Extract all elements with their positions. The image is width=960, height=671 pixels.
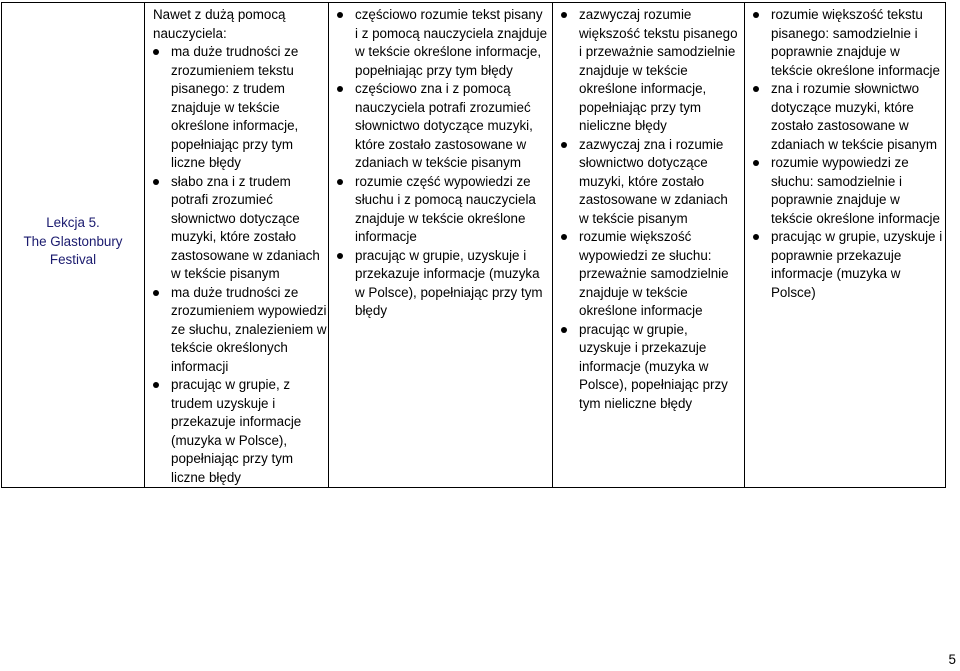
list-item: pracując w grupie, uzyskuje i przekazuje informacje (muzyka w Polsce), popełniając przy tym błędy bbox=[355, 247, 548, 321]
lesson-cell bbox=[2, 3, 145, 488]
bullet-icon bbox=[153, 290, 159, 296]
bullet-icon bbox=[753, 86, 759, 92]
list-item: pracując w grupie, uzyskuje i poprawnie przekazuje informacje (muzyka w Polsce) bbox=[771, 228, 943, 302]
criteria-list bbox=[145, 43, 328, 487]
bullet-icon bbox=[337, 86, 343, 92]
lesson-title bbox=[2, 214, 144, 270]
criteria-list bbox=[745, 3, 945, 302]
bullet-icon bbox=[561, 142, 567, 148]
list-item: rozumie większość wypowiedzi ze słuchu: przeważnie samodzielnie znajduje w tekście określone informacje bbox=[579, 228, 740, 321]
bullet-icon bbox=[753, 234, 759, 240]
bullet-icon bbox=[153, 49, 159, 55]
list-item: częściowo rozumie tekst pisany i z pomocą nauczyciela znajduje w tekście określone informacje, popełniając przy tym błędy bbox=[355, 6, 548, 80]
bullet-icon bbox=[153, 382, 159, 388]
list-item: słabo zna i z trudem potrafi zrozumieć słownictwo dotyczące muzyki, które zostało zastosowane w zdaniach w tekście pisanym bbox=[171, 173, 328, 284]
bullet-icon bbox=[337, 179, 343, 185]
bullet-icon bbox=[337, 12, 343, 18]
list-item: pracując w grupie, uzyskuje i przekazuje informacje (muzyka w Polsce), popełniając przy tym nieliczne błędy bbox=[579, 321, 740, 414]
bullet-icon bbox=[561, 12, 567, 18]
list-item: częściowo zna i z pomocą nauczyciela potrafi zrozumieć słownictwo dotyczące muzyki, które zostało zastosowane w zdaniach w tekście pisanym bbox=[355, 80, 548, 173]
criteria-list bbox=[553, 3, 744, 413]
list-item: rozumie większość tekstu pisanego: samodzielnie i poprawnie znajduje w tekście określone informacje bbox=[771, 6, 943, 80]
bullet-icon bbox=[337, 253, 343, 259]
bullet-icon bbox=[753, 12, 759, 18]
bullet-icon bbox=[753, 160, 759, 166]
criteria-list bbox=[329, 3, 552, 321]
list-item: pracując w grupie, z trudem uzyskuje i przekazuje informacje (muzyka w Polsce), popełniając przy tym liczne błędy bbox=[171, 376, 328, 487]
column-intro: Nawet z dużą pomocą nauczyciela: bbox=[153, 7, 286, 41]
list-item: zazwyczaj rozumie większość tekstu pisanego i przeważnie samodzielnie znajduje w tekście określone informacje, popełniając przy tym nieliczne błędy bbox=[579, 6, 740, 136]
list-item: rozumie część wypowiedzi ze słuchu i z pomocą nauczyciela znajduje w tekście określone informacje bbox=[355, 173, 548, 247]
grading-table bbox=[1, 2, 946, 488]
bullet-icon bbox=[153, 179, 159, 185]
bullet-icon bbox=[561, 234, 567, 240]
grade-column-3 bbox=[553, 3, 745, 488]
grade-column-4 bbox=[745, 3, 946, 488]
grade-column-2 bbox=[329, 3, 553, 488]
page-number: 5 bbox=[948, 651, 956, 667]
bullet-icon bbox=[561, 327, 567, 333]
table-row bbox=[2, 3, 946, 488]
lesson-topic-line2: Festival bbox=[49, 252, 97, 268]
list-item: ma duże trudności ze zrozumieniem tekstu pisanego: z trudem znajduje w tekście określone informacje, popełniając przy tym liczne błędy bbox=[171, 43, 328, 173]
list-item: rozumie wypowiedzi ze słuchu: samodzielnie i poprawnie znajduje w tekście określone informacje bbox=[771, 154, 943, 228]
list-item: zazwyczaj zna i rozumie słownictwo dotyczące muzyki, które zostało zastosowane w zdaniach w tekście pisanym bbox=[579, 136, 740, 229]
grade-column-1 bbox=[145, 3, 329, 488]
list-item: zna i rozumie słownictwo dotyczące muzyki, które zostało zastosowane w zdaniach w tekście pisanym bbox=[771, 80, 943, 154]
list-item: ma duże trudności ze zrozumieniem wypowiedzi ze słuchu, znalezieniem w tekście określonych informacji bbox=[171, 284, 328, 377]
lesson-number: Lekcja 5. bbox=[46, 215, 100, 231]
lesson-topic-line1: The Glastonbury bbox=[23, 233, 123, 249]
